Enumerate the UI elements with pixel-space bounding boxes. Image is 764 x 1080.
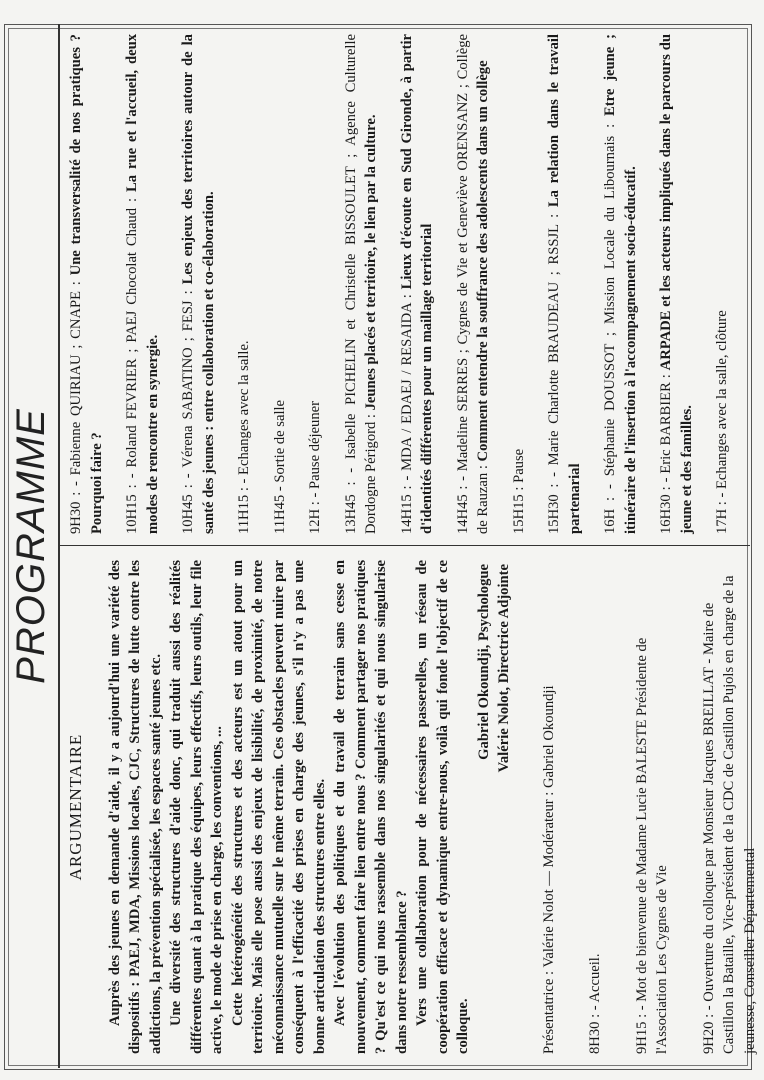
program-speaker: Roland FEVRIER ; PAEJ Chocolat Chaud : <box>124 197 140 468</box>
program-item <box>656 34 697 534</box>
program-time: 9H30 : - <box>68 481 84 534</box>
program-item <box>122 34 163 534</box>
program-speaker: Marie Charlotte BRAUDEAU ; RSSJL : <box>546 213 562 466</box>
argumentaire-body <box>105 560 515 1054</box>
argumentaire-paragraph: Auprès des jeunes en demande d'aide, il y a aujourd'hui une variété des dispositifs : PAEJ, MDA, Missions locales, CJC, Structures de lutte contre les addictions, la prévention spécialisée, les espaces santé jeunes etc. <box>106 560 164 1054</box>
program-speaker: Eric BARBIER : <box>658 374 674 474</box>
left-column <box>66 560 758 1054</box>
program-time: 14H15 : - <box>398 475 415 534</box>
program-topic: Comment entendre la souffrance des adolescents dans un collège <box>475 60 491 462</box>
program-time: 10H45 : - <box>180 473 196 534</box>
program-time: 16H : - <box>602 484 618 534</box>
program-time: 17H : - <box>714 492 730 534</box>
program-time: 15H30 : - <box>546 472 562 534</box>
program-speaker: Echanges avec la salle. <box>236 340 252 475</box>
program-topic: La rue et l'accueil, deux modes de rencontre en synergie. <box>124 34 161 534</box>
program-speaker: Stéphanie DOUSSOT ; Mission Locale du Libournais : <box>602 123 618 477</box>
program-speaker: Isabelle PICHELIN et Christelle BISSOULET ; Agence Culturelle Dordogne Périgord : <box>342 34 379 534</box>
program-topic: Lieux d'écoute en Sud Gironde, à partir d'identités différentes pour un maillage territorial <box>398 34 435 534</box>
program-item <box>305 34 326 534</box>
program-topic: La relation dans le travail partenarial <box>546 34 583 534</box>
program-item <box>600 34 641 534</box>
program-time: 15H15 : <box>510 486 527 534</box>
title-banner <box>4 24 60 1068</box>
schedule-item: 9H20 : - Ouverture du colloque par Monsieur Jacques BREILLAT - Maire de Castillon la Bataille, Vice-président de la CDC de Castillon Pujols en charge de la jeunesse, Conseiller Départemental <box>700 575 758 1054</box>
schedule-item: 9H15 : - Mot de bienvenue de Madame Lucie BALESTE Présidente de l'Association Les Cygnes de Vie <box>633 637 670 1054</box>
program-time: 16H30 : - <box>658 477 674 534</box>
program-speaker: Sortie de salle <box>271 399 288 483</box>
program-column <box>66 34 742 534</box>
program-topic: Les enjeux des territoires autour de la santé des jeunes : entre collaboration et co-élaboration. <box>180 34 217 534</box>
rotated-content <box>4 24 758 1068</box>
opening-schedule <box>539 560 761 1054</box>
program-topic: Jeunes placés et territoire, le lien par la culture. <box>363 114 379 411</box>
program-item <box>453 34 494 534</box>
program-item <box>397 34 438 534</box>
program-item <box>66 34 107 534</box>
program-speaker: Echanges avec la salle, clôture <box>714 310 730 489</box>
argumentaire-paragraph: Cette hétérogénéité des structures et des acteurs est un atout pour un territoire. Mais elle pose aussi des enjeux de lisibilité, de proximité, de notre méconnaissance mutuelle sur le même terrain. Ces obstacles peuvent nuire par conséquent à l'efficacité des prises en charge des jeunes, s'il n'y a pas une bonne articulation des structures entre elles. <box>229 560 328 1054</box>
program-time: 12H : - <box>307 492 323 534</box>
program-topic: Une transversalité de nos pratiques ? Pourquoi faire ? <box>68 34 105 534</box>
program-item <box>712 34 733 534</box>
program-item <box>270 34 291 534</box>
program-item <box>544 34 585 534</box>
program-time: 10H15 : - <box>124 473 140 534</box>
column-divider <box>58 545 750 546</box>
argumentaire-heading: ARGUMENTAIRE <box>66 733 85 881</box>
program-item <box>234 34 255 534</box>
program-time: 11H45 - <box>271 486 288 534</box>
signature: Gabriel Okoundji, Psychologue <box>475 564 492 760</box>
argumentaire-paragraph: Avec l'évolution des politiques et du travail de terrain sans cesse en mouvement, comment faire lien entre nous ? Comment partager nos pratiques ? Qu'est ce qui nous rassemble dans nos singularités et qui nous singularise dans notre ressemblance ? <box>332 560 410 1054</box>
page-title: PROGRAMME <box>8 408 53 684</box>
program-speaker: Fabienne QUIRIAU ; CNAPE : <box>68 281 84 476</box>
program-time: 11H15 : - <box>236 478 252 534</box>
signature: Valérie Nolot, Directrice Adjointe <box>496 564 512 773</box>
program-speaker: Pause <box>510 448 527 483</box>
program-item <box>178 34 219 534</box>
program-item <box>341 34 382 534</box>
argumentaire-paragraph: Vers une collaboration pour de nécessaires passerelles, un réseau de coopération efficace et dynamique entre-nous, voilà qui fonde l'objectif de ce colloque. <box>414 560 471 1054</box>
program-time: 14H45 : - <box>454 475 471 534</box>
program-time: 13H45 : - <box>342 467 359 534</box>
program-speaker: Madeline SERRES ; Cygnes de Vie et Geneviève ORENSANZ ; Collège de Rauzan : <box>454 33 491 534</box>
schedule-item: 8H30 : - Accueil. <box>587 953 603 1054</box>
program-topic: Etre jeune ; itinéraire de l'insertion à l'accompagnement socio-éducatif. <box>602 34 639 534</box>
argumentaire-paragraph: Une diversité des structures d'aide donc, qui traduit aussi des réalités différentes quant à la pratique des équipes, leurs effectifs, leurs outils, leur file active, le mode de prise en charge, les conventions, ... <box>168 560 225 1054</box>
presenters-line: Présentatrice : Valérie Nolot — Modérateur : Gabriel Okoundji <box>540 685 557 1054</box>
program-speaker: Vérena SABATINO ; FESJ : <box>180 290 196 468</box>
program-speaker: MDA / EDAEJ / RESAIDA : <box>398 294 415 471</box>
program-item <box>509 34 530 534</box>
program-topic: ARPADE et les acteurs impliqués dans le parcours du jeune et des familles. <box>658 34 695 534</box>
program-speaker: Pause déjeuner <box>307 401 323 489</box>
